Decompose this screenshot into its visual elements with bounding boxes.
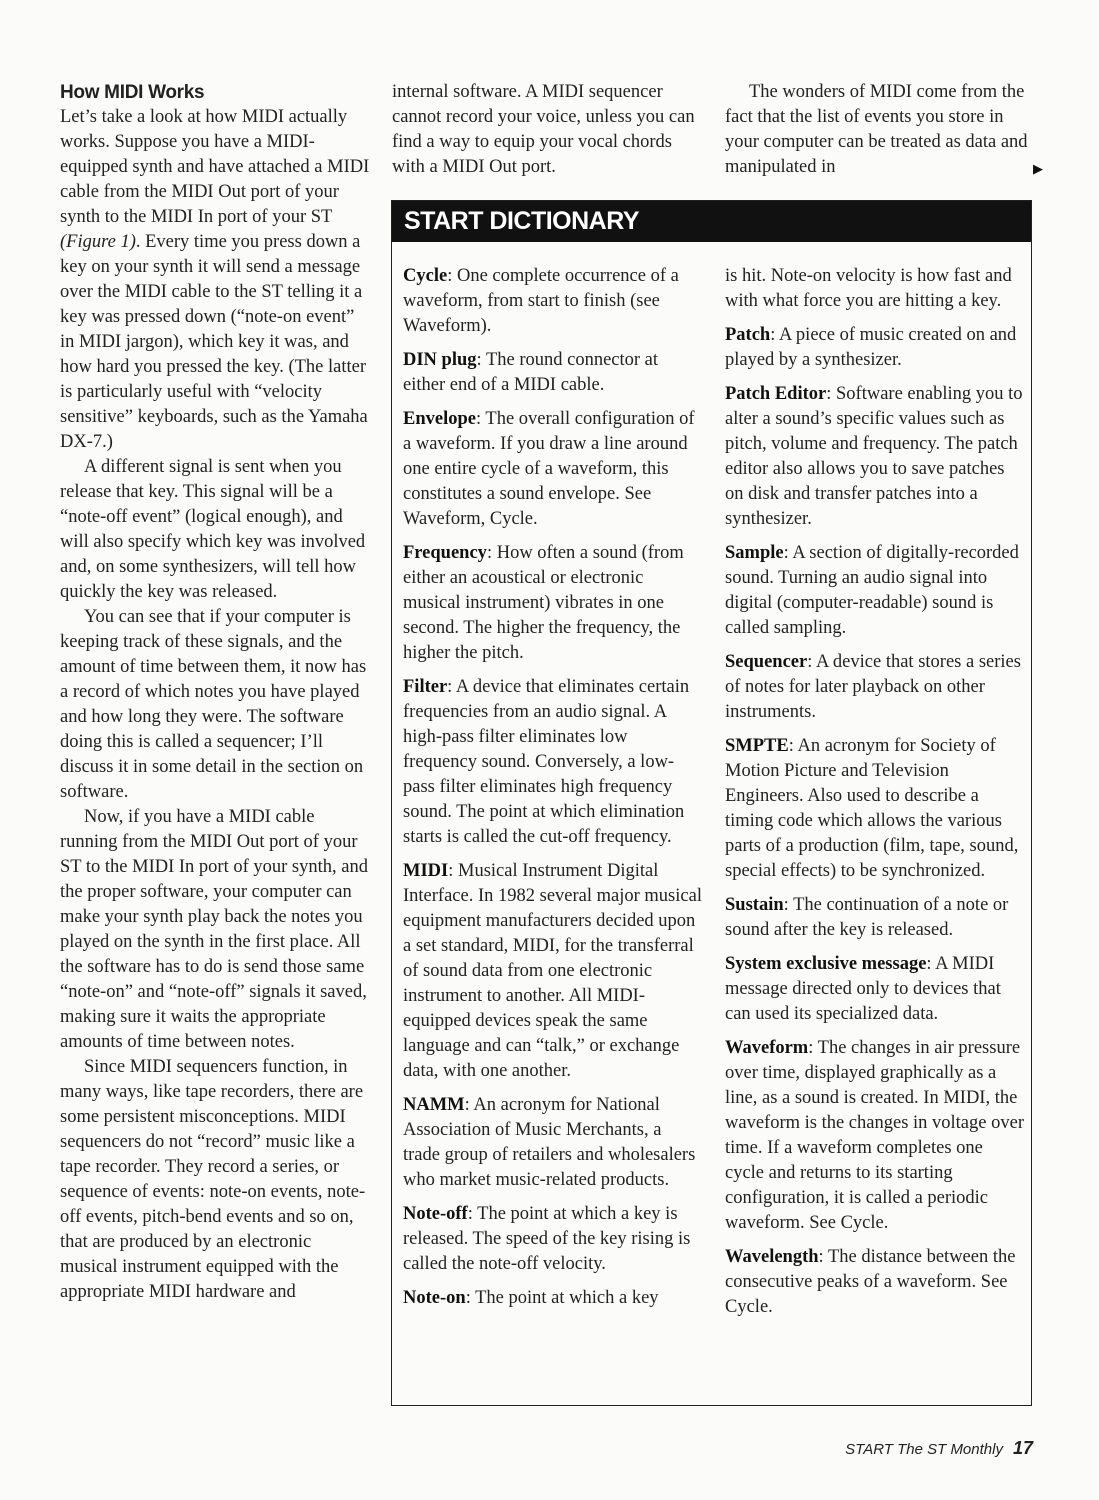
- dictionary-entry: DIN plug: The round connector at either end of a MIDI cable.: [403, 350, 659, 395]
- dictionary-term: Sample: [725, 543, 784, 563]
- dictionary-entry: Note-off: The point at which a key is released. The speed of the key rising is called the note-off velocity.: [403, 1204, 691, 1274]
- dictionary-term: MIDI: [403, 861, 449, 881]
- dictionary-entry: Patch: A piece of music created on and played by a synthesizer.: [725, 325, 1017, 370]
- page-footer: [845, 1438, 1033, 1459]
- dictionary-definition: The point at which a key: [475, 1288, 659, 1308]
- dictionary-entry: Envelope: The overall configuration of a waveform. If you draw a line around one entire cycle of a waveform, this constitutes a sound envelope. See Waveform, Cycle.: [403, 409, 695, 529]
- dictionary-definition: The continuation of a note or sound after the key is released.: [725, 895, 1009, 940]
- dictionary-definition: The point at which a key is released. The speed of the key rising is called the note-off velocity.: [403, 1204, 691, 1274]
- dictionary-definition: An acronym for National Association of Music Merchants, a trade group of retailers and wholesalers who market music-related products.: [403, 1095, 696, 1190]
- article-column-left: [60, 80, 372, 1305]
- dictionary-definition: A piece of music created on and played by a synthesizer.: [725, 325, 1017, 370]
- dictionary-definition: The overall configuration of a waveform. If you draw a line around one entire cycle of a waveform, this constitutes a sound envelope. See Waveform, Cycle.: [403, 409, 695, 529]
- dictionary-definition: The changes in air pressure over time, displayed graphically as a line, as a sound is created. In MIDI, the waveform is the changes in voltage over time. If a waveform completes one cycle and returns to its starting configuration, it is called a periodic waveform. See Cycle.: [725, 1038, 1024, 1233]
- article-column-right: [725, 80, 1030, 180]
- dictionary-title: START DICTIONARY: [392, 201, 1031, 242]
- dictionary-definition: One complete occurrence of a waveform, from start to finish (see Waveform).: [403, 266, 679, 336]
- page-number: 17: [1012, 1438, 1033, 1458]
- dictionary-entry: SMPTE: An acronym for Society of Motion Picture and Television Engineers. Also used to describe a timing code which allows the various parts of a production (film, tape, sound, special effects) to be synchronized.: [725, 736, 1019, 881]
- dictionary-term: Note-on: [403, 1288, 466, 1308]
- dictionary-term: System exclusive message: [725, 954, 927, 974]
- figure-reference: (Figure 1): [60, 232, 136, 252]
- dictionary-definition: The distance between the consecutive peaks of a waveform. See Cycle.: [725, 1247, 1016, 1317]
- dictionary-entry: Filter: A device that eliminates certain frequencies from an audio signal. A high-pass filter eliminates low frequency sound. Conversely, a low-pass filter eliminates high frequency sound. The point at which elimination starts is called the cut-off frequency.: [403, 677, 690, 847]
- dictionary-definition: Musical Instrument Digital Interface. In 1982 several major musical equipment manufacturers decided upon a set standard, MIDI, for the transferral of sound data from one electronic instrument to another. All MIDI-equipped devices speak the same language and can “talk,” or exchange data, with one another.: [403, 861, 702, 1081]
- dictionary-term: Patch Editor: [725, 384, 827, 404]
- dictionary-entry: Note-on: The point at which a key: [403, 1288, 659, 1308]
- dictionary-term: SMPTE: [725, 736, 789, 756]
- dictionary-definition: A device that eliminates certain frequencies from an audio signal. A high-pass filter eliminates low frequency sound. Conversely, a low-pass filter eliminates high frequency sound. The point at which elimination starts is called the cut-off frequency.: [403, 677, 690, 847]
- paragraph-1-text: Let’s take a look at how MIDI actually works. Suppose you have a MIDI-equipped synth and have attached a MIDI cable from the MIDI Out port of your synth to the MIDI In port of your ST: [60, 107, 370, 227]
- dictionary-term: NAMM: [403, 1095, 465, 1115]
- dictionary-entry: Wavelength: The distance between the consecutive peaks of a waveform. See Cycle.: [725, 1247, 1016, 1317]
- dictionary-entry: Waveform: The changes in air pressure over time, displayed graphically as a line, as a sound is created. In MIDI, the waveform is the changes in voltage over time. If a waveform completes one cycle and returns to its starting configuration, it is called a periodic waveform. See Cycle.: [725, 1038, 1024, 1233]
- dictionary-term: Patch: [725, 325, 771, 345]
- dictionary-definition: A section of digitally-recorded sound. Turning an audio signal into digital (computer-readable) sound is called sampling.: [725, 543, 1019, 638]
- dictionary-entry: Cycle: One complete occurrence of a waveform, from start to finish (see Waveform).: [403, 266, 679, 336]
- paragraph-3: You can see that if your computer is keeping track of these signals, and the amount of time between them, it now has a record of which notes you have played and how long they were. The software doing this is called a sequencer; I’ll discuss it in some detail in the section on software.: [60, 607, 367, 802]
- dictionary-definition: The round connector at either end of a MIDI cable.: [403, 350, 659, 395]
- paragraph-middle: internal software. A MIDI sequencer cannot record your voice, unless you can find a way to equip your vocal chords with a MIDI Out port.: [392, 82, 695, 177]
- dictionary-term: DIN plug: [403, 350, 477, 370]
- dictionary-entry: Sample: A section of digitally-recorded sound. Turning an audio signal into digital (computer-readable) sound is called sampling.: [725, 543, 1019, 638]
- dictionary-entry-continued: is hit. Note-on velocity is how fast and with what force you are hitting a key.: [725, 266, 1012, 311]
- dictionary-entry: NAMM: An acronym for National Association of Music Merchants, a trade group of retailers and wholesalers who market music-related products.: [403, 1095, 696, 1190]
- dictionary-column-right: [725, 264, 1025, 1329]
- dictionary-definition: A MIDI message directed only to devices that can used its specialized data.: [725, 954, 1001, 1024]
- dictionary-definition: How often a sound (from either an acoustical or electronic musical instrument) vibrates in one second. The higher the frequency, the higher the pitch.: [403, 543, 684, 663]
- dictionary-term: Cycle: [403, 266, 448, 286]
- continue-arrow-icon: ▶: [1033, 161, 1043, 176]
- dictionary-entry: System exclusive message: A MIDI message directed only to devices that can used its specialized data.: [725, 954, 1001, 1024]
- dictionary-term: Envelope: [403, 409, 476, 429]
- dictionary-definition: Software enabling you to alter a sound’s specific values such as pitch, volume and frequency. The patch editor also allows you to save patches on disk and transfer patches into a synthesizer.: [725, 384, 1023, 529]
- dictionary-box: [391, 200, 1032, 1406]
- dictionary-term: Waveform: [725, 1038, 809, 1058]
- section-heading: How MIDI Works: [60, 82, 205, 103]
- dictionary-column-left: [403, 264, 703, 1320]
- paragraph-5: Since MIDI sequencers function, in many ways, like tape recorders, there are some persistent misconceptions. MIDI sequencers do not “record” music like a tape recorder. They record a series, or sequence of events: note-on events, note-off events, pitch-bend events and so on, that are produced by an electronic musical instrument equipped with the appropriate MIDI hardware and: [60, 1057, 366, 1302]
- dictionary-entry: Frequency: How often a sound (from either an acoustical or electronic musical instrument) vibrates in one second. The higher the frequency, the higher the pitch.: [403, 543, 684, 663]
- paragraph-right: The wonders of MIDI come from the fact that the list of events you store in your computer can be treated as data and manipulated in: [725, 82, 1028, 177]
- dictionary-term: Frequency: [403, 543, 487, 563]
- dictionary-entry: Patch Editor: Software enabling you to alter a sound’s specific values such as pitch, volume and frequency. The patch editor also allows you to save patches on disk and transfer patches into a synthesizer.: [725, 384, 1023, 529]
- dictionary-term: Filter: [403, 677, 448, 697]
- dictionary-definition: An acronym for Society of Motion Picture and Television Engineers. Also used to describe a timing code which allows the various parts of a production (film, tape, sound, special effects) to be synchronized.: [725, 736, 1019, 881]
- dictionary-entry: Sustain: The continuation of a note or sound after the key is released.: [725, 895, 1009, 940]
- article-column-middle: [392, 80, 704, 180]
- paragraph-2: A different signal is sent when you release that key. This signal will be a “note-off event” (logical enough), and will also specify which key was involved and, on some synthesizers, will tell how quickly the key was released.: [60, 457, 366, 602]
- dictionary-entry: Sequencer: A device that stores a series of notes for later playback on other instruments.: [725, 652, 1021, 722]
- paragraph-4: Now, if you have a MIDI cable running from the MIDI Out port of your ST to the MIDI In port of your synth, and the proper software, your computer can make your synth play back the notes you played on the synth in the first place. All the software has to do is send those same “note-on” and “note-off” signals it saved, making sure it waits the appropriate amounts of time between notes.: [60, 807, 368, 1052]
- dictionary-definition: A device that stores a series of notes for later playback on other instruments.: [725, 652, 1021, 722]
- dictionary-entry: MIDI: Musical Instrument Digital Interface. In 1982 several major musical equipment manufacturers decided upon a set standard, MIDI, for the transferral of sound data from one electronic instrument to another. All MIDI-equipped devices speak the same language and can “talk,” or exchange data, with one another.: [403, 861, 702, 1081]
- publication-name: START The ST Monthly: [845, 1441, 1003, 1458]
- paragraph-1: [60, 105, 372, 455]
- dictionary-term: Sequencer: [725, 652, 808, 672]
- dictionary-term: Note-off: [403, 1204, 468, 1224]
- dictionary-term: Sustain: [725, 895, 784, 915]
- paragraph-1-end: . Every time you press down a key on your synth it will send a message over the MIDI cable to the ST telling it a key was pressed down (“note-on event” in MIDI jargon), which key it was, and how hard you pressed the key. (The latter is particularly useful with “velocity sensitive” keyboards, such as the Yamaha DX-7.): [60, 232, 368, 452]
- dictionary-term: Wavelength: [725, 1247, 819, 1267]
